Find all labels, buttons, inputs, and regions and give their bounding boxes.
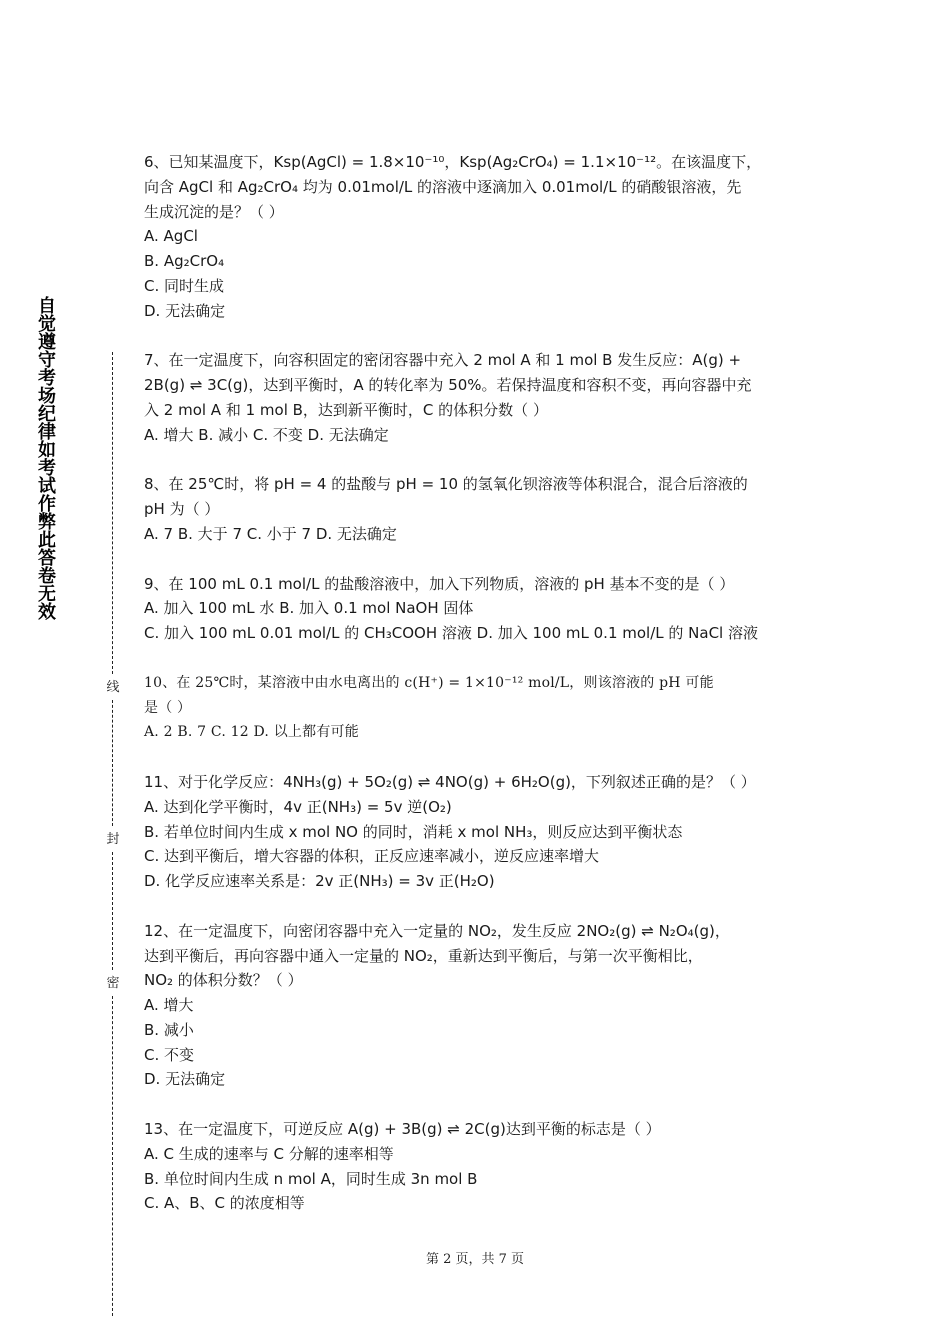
question-line: 入 2 mol A 和 1 mol B，达到新平衡时，C 的体积分数（ ）: [144, 400, 548, 419]
question-stem-line: 10、在 25℃时，某溶液中由水电离出的 c(H⁺) = 1×10⁻¹² mol/L，则该溶液的 pH 可能: [144, 674, 714, 691]
question-stem-line: 11、对于化学反应：4NH₃(g) + 5O₂(g) ⇌ 4NO(g) + 6H₂O(g)，下列叙述正确的是？（ ）: [144, 772, 756, 791]
question-line: C. 加入 100 mL 0.01 mol/L 的 CH₃COOH 溶液 D. 加入 100 mL 0.1 mol/L 的 NaCl 溶液: [144, 624, 758, 643]
question-line: A. 加入 100 mL 水 B. 加入 0.1 mol NaOH 固体: [144, 599, 474, 618]
question-line: A. 7 B. 大于 7 C. 小于 7 D. 无法确定: [144, 524, 397, 543]
seal-label-seal: 封: [106, 832, 120, 847]
question-line: pH 为（ ）: [144, 500, 220, 519]
exam-discipline-warning: 自觉遵守考场纪律如考试作弊此答卷无效: [35, 296, 56, 620]
question-q7: [144, 348, 810, 447]
question-line: C. A、B、C 的浓度相等: [144, 1194, 305, 1213]
question-line: 向含 AgCl 和 Ag₂CrO₄ 均为 0.01mol/L 的溶液中逐滴加入 0.01mol/L 的硝酸银溶液，先: [144, 177, 742, 196]
seal-label-secret: 密: [106, 976, 120, 991]
question-line: D. 化学反应速率关系是：2v 正(NH₃) = 3v 正(H₂O): [144, 872, 495, 891]
question-stem-line: 8、在 25℃时，将 pH = 4 的盐酸与 pH = 10 的氢氧化钡溶液等体积混合，混合后溶液的: [144, 475, 748, 494]
question-line: B. 减小: [144, 1020, 194, 1039]
question-line: A. AgCl: [144, 227, 198, 246]
question-line: C. 达到平衡后，增大容器的体积，正反应速率减小，逆反应速率增大: [144, 847, 600, 866]
question-line: A. 增大 B. 减小 C. 不变 D. 无法确定: [144, 425, 389, 444]
binding-dashed-line: [112, 352, 113, 674]
question-q6: [144, 150, 810, 324]
question-line: C. 同时生成: [144, 276, 225, 295]
question-line: C. 不变: [144, 1045, 195, 1064]
question-stem-line: 7、在一定温度下，向容积固定的密闭容器中充入 2 mol A 和 1 mol B 发生反应：A(g) +: [144, 351, 742, 370]
page-footer: 第 2 页，共 7 页: [425, 1252, 525, 1267]
question-q12: [144, 919, 810, 1093]
question-line: B. Ag₂CrO₄: [144, 252, 225, 271]
question-line: A. 增大: [144, 996, 194, 1015]
question-stem-line: 12、在一定温度下，向密闭容器中充入一定量的 NO₂，发生反应 2NO₂(g) ⇌ N₂O₄(g)，: [144, 921, 730, 940]
seal-label-line: 线: [106, 680, 120, 695]
question-stem-line: 13、在一定温度下，可逆反应 A(g) + 3B(g) ⇌ 2C(g)达到平衡的标志是（ ）: [144, 1120, 661, 1139]
binding-dashed-line: [112, 852, 113, 970]
binding-dashed-line: [112, 700, 113, 826]
question-line: A. 2 B. 7 C. 12 D. 以上都有可能: [144, 724, 359, 741]
question-line: D. 无法确定: [144, 1070, 226, 1089]
question-q11: [144, 770, 810, 894]
question-line: 达到平衡后，再向容器中通入一定量的 NO₂，重新达到平衡后，与第一次平衡相比，: [144, 946, 703, 965]
question-line: B. 单位时间内生成 n mol A，同时生成 3n mol B: [144, 1169, 478, 1188]
binding-dashed-line: [112, 996, 113, 1316]
question-list: [144, 150, 810, 1241]
question-q8: [144, 472, 810, 546]
question-line: 2B(g) ⇌ 3C(g)，达到平衡时，A 的转化率为 50%。若保持温度和容积不变，再向容器中充: [144, 376, 752, 395]
question-stem-line: 9、在 100 mL 0.1 mol/L 的盐酸溶液中，加入下列物质，溶液的 pH 基本不变的是（ ）: [144, 574, 735, 593]
question-stem-line: 6、已知某温度下，Ksp(AgCl) = 1.8×10⁻¹⁰，Ksp(Ag₂CrO₄) = 1.1×10⁻¹²。在该温度下，: [144, 153, 762, 171]
question-line: NO₂ 的体积分数？（ ）: [144, 971, 303, 990]
question-line: 生成沉淀的是？（ ）: [144, 202, 284, 221]
question-q13: [144, 1117, 810, 1216]
question-q10: [144, 671, 810, 745]
question-line: A. 达到化学平衡时，4v 正(NH₃) = 5v 逆(O₂): [144, 797, 452, 816]
question-q9: [144, 572, 810, 646]
question-line: 是（ ）: [144, 699, 192, 716]
question-line: B. 若单位时间内生成 x mol NO 的同时，消耗 x mol NH₃，则反应达到平衡状态: [144, 822, 683, 841]
question-line: A. C 生成的速率与 C 分解的速率相等: [144, 1144, 394, 1163]
question-line: D. 无法确定: [144, 301, 226, 320]
